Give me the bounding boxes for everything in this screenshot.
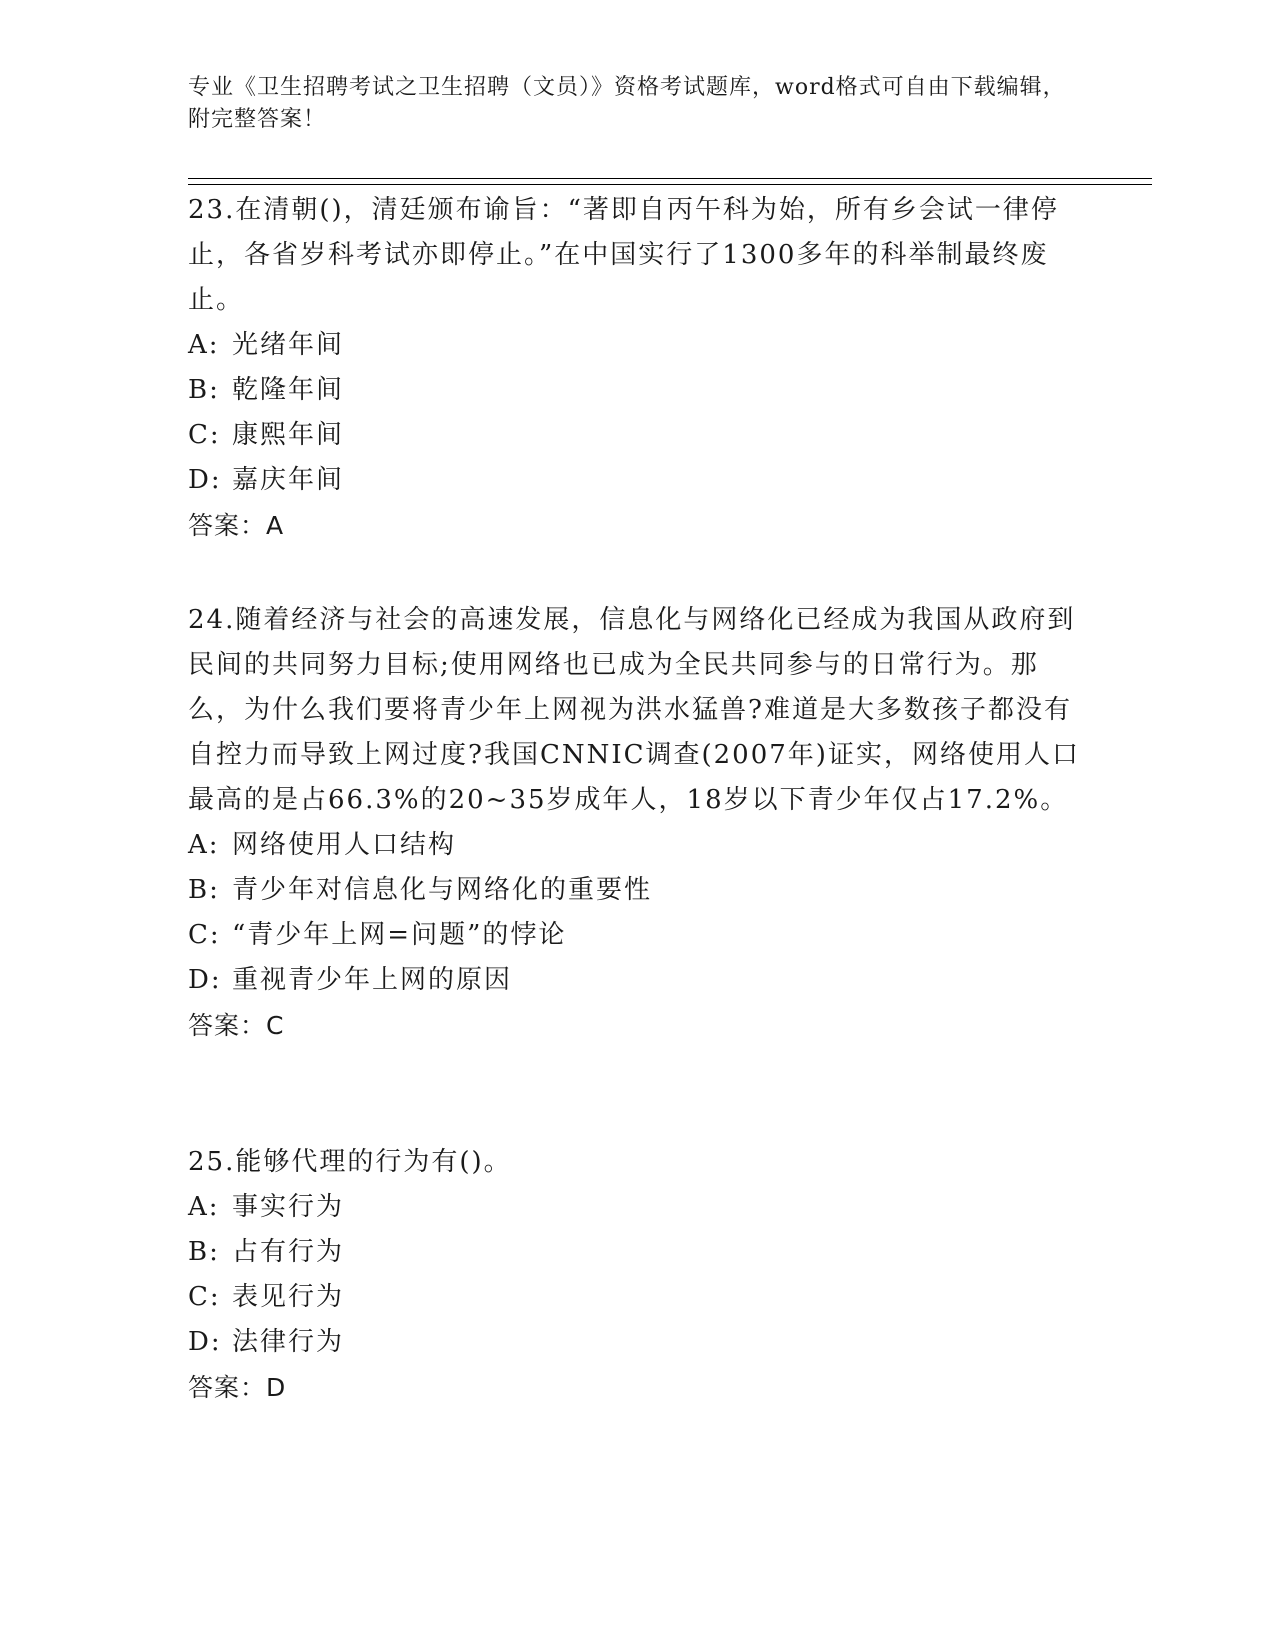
option-letter: C:	[188, 1282, 221, 1312]
option-d	[188, 958, 1088, 1003]
option-letter: B:	[188, 375, 220, 405]
option-c	[188, 413, 1088, 458]
option-text: 法律行为	[232, 1327, 345, 1357]
option-b	[188, 868, 1088, 913]
option-text: 表见行为	[232, 1282, 345, 1312]
option-text: 青少年对信息化与网络化的重要性	[232, 875, 653, 905]
answer-line: 答案：D	[188, 1373, 287, 1402]
option-a	[188, 323, 1088, 368]
option-letter: B:	[188, 1237, 220, 1267]
option-letter: D:	[188, 965, 222, 995]
document-header: 专业《卫生招聘考试之卫生招聘（文员）》资格考试题库，word格式可自由下载编辑，附完整答案！	[188, 75, 1066, 132]
option-letter: A:	[188, 830, 220, 860]
option-b	[188, 368, 1088, 413]
option-c	[188, 913, 1088, 958]
option-text: 乾隆年间	[232, 375, 345, 405]
question-25	[188, 1140, 1088, 1410]
option-letter: D:	[188, 1327, 222, 1357]
option-d	[188, 458, 1088, 503]
question-stem: 23.在清朝()，清廷颁布谕旨：“著即自丙午科为始，所有乡会试一律停止，各省岁科考试亦即停止。”在中国实行了1300多年的科举制最终废止。	[188, 195, 1059, 315]
option-letter: C:	[188, 920, 221, 950]
option-a	[188, 823, 1088, 868]
header-divider-bottom	[188, 184, 1152, 185]
header-divider-top	[188, 178, 1152, 179]
option-text: 占有行为	[232, 1237, 345, 1267]
option-text: 网络使用人口结构	[232, 830, 457, 860]
option-text: 康熙年间	[232, 420, 345, 450]
option-c	[188, 1275, 1088, 1320]
option-a	[188, 1185, 1088, 1230]
option-letter: C:	[188, 420, 221, 450]
option-text: 事实行为	[232, 1192, 345, 1222]
option-text: 嘉庆年间	[232, 465, 345, 495]
option-d	[188, 1320, 1088, 1365]
option-letter: B:	[188, 875, 220, 905]
question-stem: 24.随着经济与社会的高速发展，信息化与网络化已经成为我国从政府到民间的共同努力目标;使用网络也已成为全民共同参与的日常行为。那么，为什么我们要将青少年上网视为洪水猛兽?难道是大多数孩子都没有自控力而导致上网过度?我国CNNIC调查(2007年)证实，网络使用人口最高的是占66.3%的20~35岁成年人，18岁以下青少年仅占17.2%。	[188, 605, 1080, 815]
option-text: 光绪年间	[232, 330, 345, 360]
answer-line: 答案：C	[188, 1011, 285, 1040]
question-stem: 25.能够代理的行为有()。	[188, 1147, 512, 1177]
option-b	[188, 1230, 1088, 1275]
question-24	[188, 598, 1088, 1048]
option-text: 重视青少年上网的原因	[232, 965, 513, 995]
question-23	[188, 188, 1088, 548]
option-letter: D:	[188, 465, 222, 495]
option-text: “青少年上网=问题”的悖论	[232, 920, 567, 950]
answer-line: 答案：A	[188, 511, 285, 540]
option-letter: A:	[188, 330, 220, 360]
option-letter: A:	[188, 1192, 220, 1222]
